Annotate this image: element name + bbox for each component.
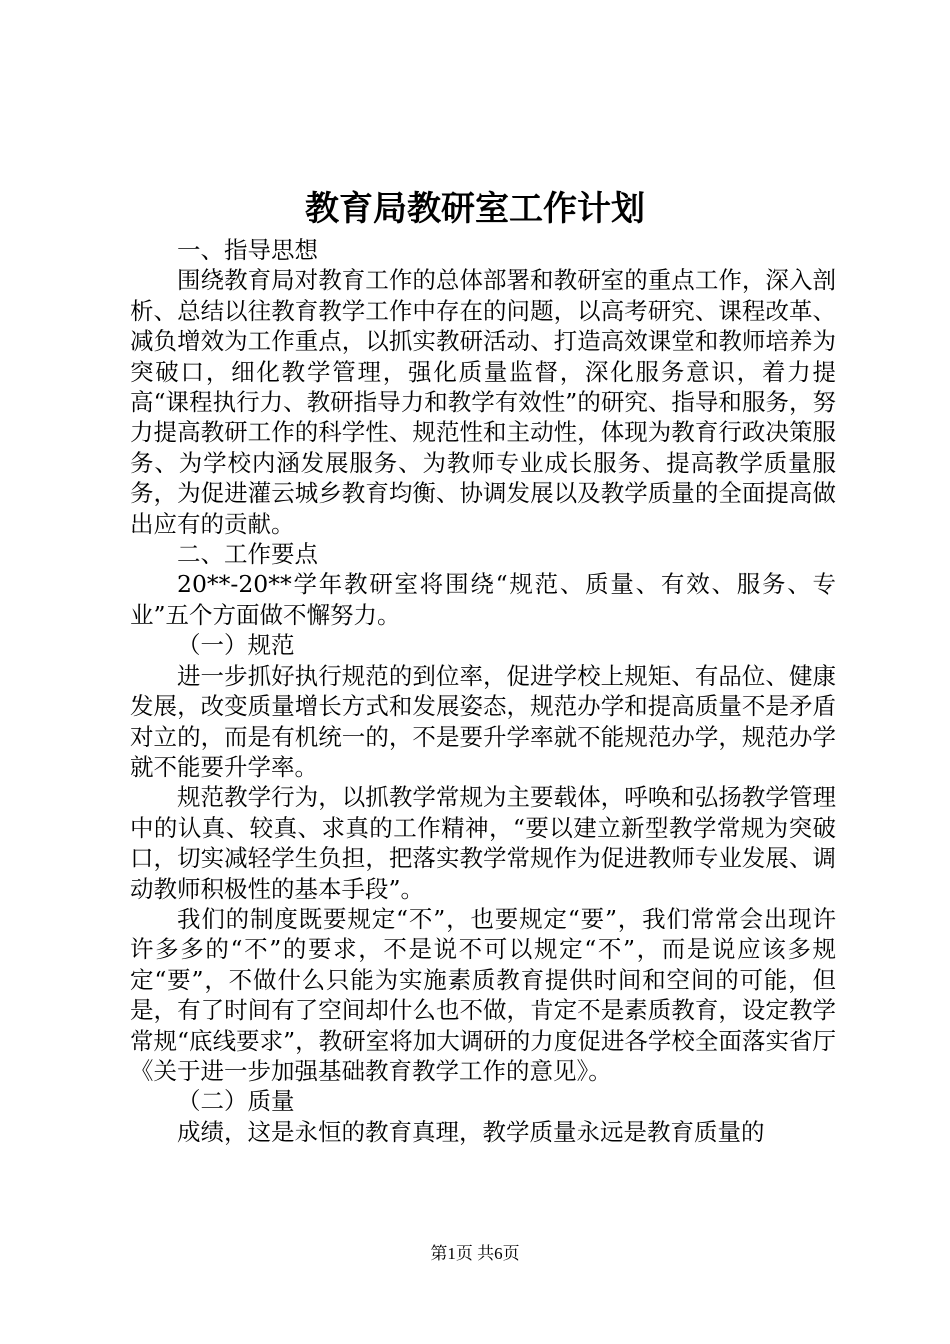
paragraph-standards-1: 进一步抓好执行规范的到位率，促进学校上规矩、有品位、健康发展，改变质量增长方式和发展姿态，规范办学和提高质量不是矛盾对立的，而是有机统一的，不是要升学率就不能规范办学，规范办学就不能要升学率。 (130, 661, 836, 781)
subsection-heading-quality: （二）质量 (177, 1087, 295, 1116)
document-body (130, 235, 836, 1147)
paragraph-standards-3: 我们的制度既要规定“不”，也要规定“要”，我们常常会出现许许多多的“不”的要求，不是说不可以规定“不”，而是说应该多规定“要”，不做什么只能为实施素质教育提供时间和空间的可能，但是，有了时间有了空间却什么也不做，肯定不是素质教育，设定教学常规“底线要求”，教研室将加大调研的力度促进各学校全面落实省厅《关于进一步加强基础教育教学工作的意见》。 (130, 904, 836, 1085)
subsection-heading-standards: （一）规范 (177, 631, 295, 660)
document-title: 教育局教研室工作计划 (305, 189, 645, 229)
section-heading-guiding-thought: 一、指导思想 (177, 236, 318, 264)
page-footer: 第1页 共6页 (430, 1244, 520, 1263)
paragraph-quality-1: 成绩，这是永恒的教育真理，教学质量永远是教育质量的 (177, 1117, 765, 1146)
paragraph-work-points-intro: 20**-20**学年教研室将围绕“规范、质量、有效、服务、专业”五个方面做不懈努力。 (130, 570, 836, 629)
paragraph-guiding-thought: 围绕教育局对教育工作的总体部署和教研室的重点工作，深入剖析、总结以往教育教学工作中存在的问题，以高考研究、课程改革、减负增效为工作重点，以抓实教研活动、打造高效课堂和教师培养为突破口，细化教学管理，强化质量监督，深化服务意识，着力提高“课程执行力、教研指导力和教学有效性”的研究、指导和服务，努力提高教研工作的科学性、规范性和主动性，体现为教育行政决策服务、为学校内涵发展服务、为教师专业成长服务、提高教学质量服务，为促进灌云城乡教育均衡、协调发展以及教学质量的全面提高做出应有的贡献。 (130, 266, 836, 538)
section-heading-work-points: 二、工作要点 (177, 540, 318, 569)
paragraph-standards-2: 规范教学行为，以抓教学常规为主要载体，呼唤和弘扬教学管理中的认真、较真、求真的工作精神，“要以建立新型教学常规为突破口，切实减轻学生负担，把落实教学常规作为促进教师专业发展、调动教师积极性的基本手段”。 (130, 783, 836, 903)
